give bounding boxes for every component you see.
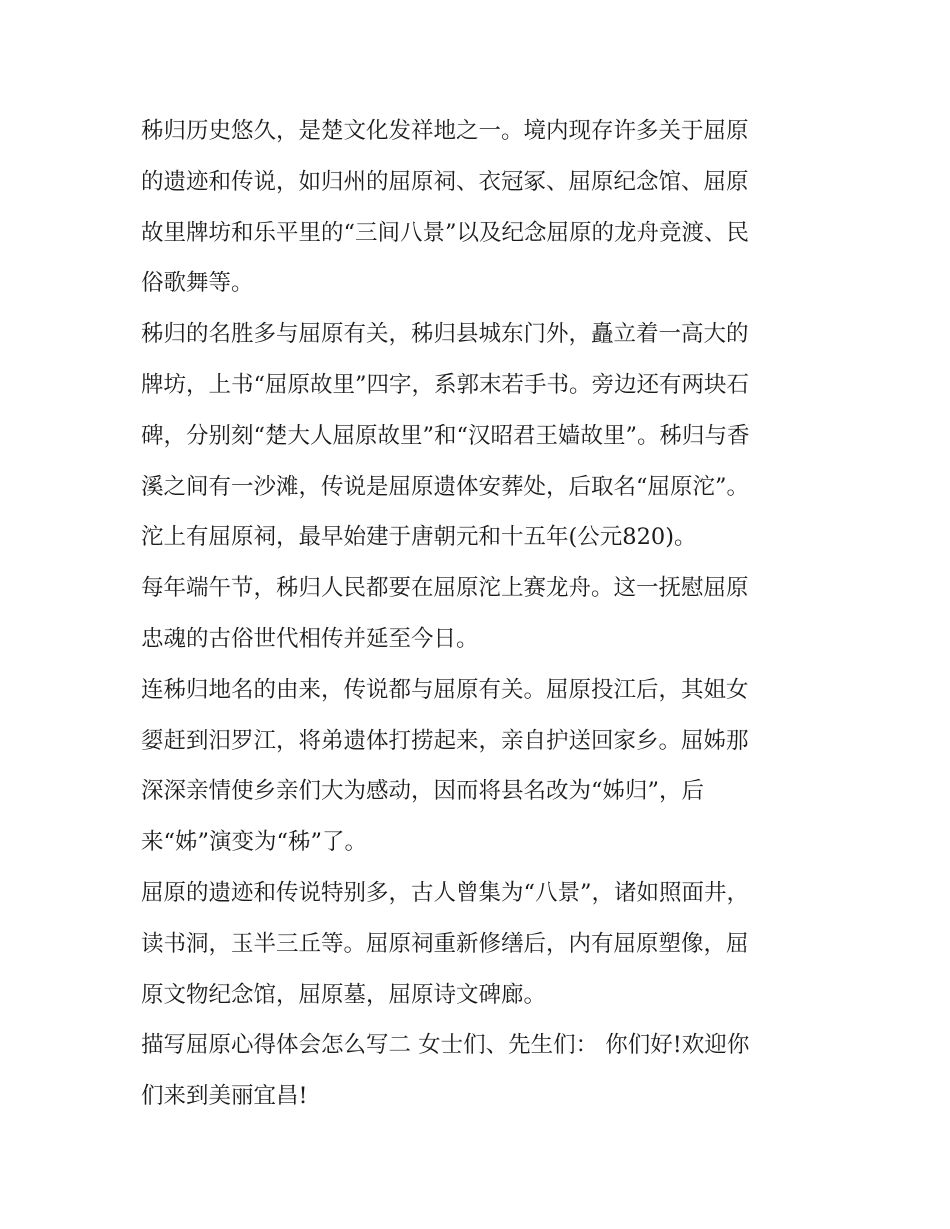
text-line: 深深亲情使乡亲们大为感动，因而将县名改为“姊归”，后 [141, 778, 705, 805]
text-line: 屈原的遗迹和传说特别多，古人曾集为“八景”，诸如照面井， [141, 879, 750, 906]
text-line: 的遗迹和传说，如归州的屈原祠、衣冠冢、屈原纪念馆、屈原 [141, 168, 749, 195]
paragraph-history [141, 106, 813, 309]
text-line: 牌坊，上书“屈原故里”四字，系郭末若手书。旁边还有两块石 [141, 371, 750, 398]
text-line: 碑，分别刻“楚大人屈原故里”和“汉昭君王嫱故里”。秭归与香 [141, 422, 750, 449]
paragraph-place-name [141, 665, 813, 868]
text-line: 们来到美丽宜昌! [141, 1083, 308, 1110]
paragraph-dragon-boat [141, 563, 813, 665]
text-line: 沱上有屈原祠，最早始建于唐朝元和十五年(公元820)。 [141, 524, 697, 551]
text-line: 秭归的名胜多与屈原有关，秭归县城东门外，矗立着一高大的 [141, 321, 749, 348]
text-line: 描写屈原心得体会怎么写二 女士们、先生们： 你们好!欢迎你 [141, 1032, 750, 1059]
text-line: 秭归历史悠久，是楚文化发祥地之一。境内现存许多关于屈原 [141, 118, 749, 144]
text-line: 溪之间有一沙滩，传说是屈原遗体安葬处，后取名“屈原沱”。 [141, 473, 750, 500]
text-line: 连秭归地名的由来，传说都与屈原有关。屈原投江后，其姐女 [141, 676, 749, 703]
text-line: 故里牌坊和乐平里的“三间八景”以及纪念屈原的龙舟竞渡、民 [141, 219, 750, 246]
text-line: 忠魂的古俗世代相传并延至今日。 [141, 625, 479, 652]
paragraph-scenic-spots [141, 309, 813, 563]
document-body [141, 106, 813, 1122]
text-line: 来“姊”演变为“秭”了。 [141, 829, 368, 856]
text-line: 媭赶到汨罗江，将弟遗体打捞起来，亲自护送回家乡。屈姊那 [141, 727, 749, 754]
paragraph-welcome [141, 1020, 813, 1122]
text-line: 俗歌舞等。 [141, 270, 254, 297]
text-line: 每年端午节，秭归人民都要在屈原沱上赛龙舟。这一抚慰屈原 [141, 575, 749, 602]
text-line: 读书洞，玉半三丘等。屈原祠重新修缮后，内有屈原塑像，屈 [141, 930, 749, 957]
text-line: 原文物纪念馆，屈原墓，屈原诗文碑廊。 [141, 981, 547, 1008]
paragraph-eight-scenes [141, 868, 813, 1020]
